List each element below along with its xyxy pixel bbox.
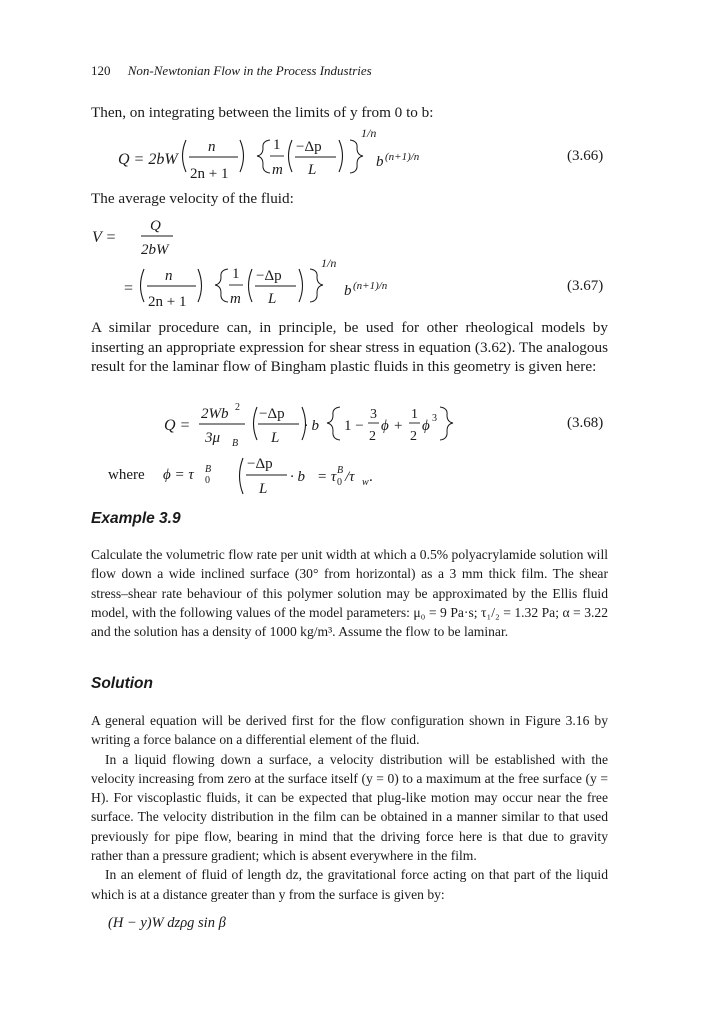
where-dot: . xyxy=(369,469,373,485)
eq368-sub: B xyxy=(232,438,239,449)
solution-heading: Solution xyxy=(91,675,153,692)
eq366-L: L xyxy=(308,162,317,178)
intro-text: Then, on integrating between the limits of y from 0 to b: xyxy=(91,104,434,121)
eq367-eq: = xyxy=(124,280,134,297)
eq366-n: n xyxy=(208,139,216,155)
example-heading: Example 3.9 xyxy=(91,510,181,527)
where-sup-b: B xyxy=(205,464,212,475)
solution-paragraph-3: In an element of fluid of length dz, the gravitational force acting on that part of the liquid which is at a distance greater than y from the surface is given by: xyxy=(91,867,608,902)
eq368-number: (3.68) xyxy=(567,415,604,431)
eq368-cube: 3 xyxy=(432,413,437,424)
eq367-m: m xyxy=(230,291,241,307)
eq367-L: L xyxy=(268,291,277,307)
eq368-two-b: 2 xyxy=(410,429,417,444)
where-sub-02: 0 xyxy=(337,477,342,488)
equation-3-66 xyxy=(0,118,701,190)
where-eq-tau: = τ xyxy=(317,469,337,485)
eq366-b: b xyxy=(376,154,384,170)
eq367-b: b xyxy=(344,283,352,299)
eq367-Q: Q xyxy=(150,218,161,234)
page-number: 120 xyxy=(91,63,111,78)
eq368-dotb: · b xyxy=(304,418,319,434)
eq367-2bW: 2bW xyxy=(141,242,169,258)
equation-v-definition xyxy=(0,212,701,262)
eq368-den: 3μ xyxy=(205,430,221,446)
eq368-phi: ϕ xyxy=(381,418,389,434)
eq366-lhs: Q = 2bW xyxy=(118,151,178,168)
eq368-num: 2Wb xyxy=(201,406,229,422)
eq368-two: 2 xyxy=(369,429,376,444)
solution-paragraph-1: A general equation will be derived first for the flow configuration shown in Figure 3.16 by writing a force balance on a differential element of the fluid. xyxy=(91,713,608,748)
eq366-exp: 1/n xyxy=(361,126,377,140)
running-header xyxy=(91,63,372,79)
eq368-lhs: Q = xyxy=(164,417,191,434)
where-dp: −Δp xyxy=(247,456,273,472)
eq368-sq: 2 xyxy=(235,402,240,413)
eq368-phi-b: ϕ xyxy=(422,418,430,434)
equation-3-67 xyxy=(0,256,701,316)
where-L: L xyxy=(259,481,268,497)
where-sub-w: w xyxy=(362,477,369,488)
where-tail: /τ xyxy=(345,469,355,485)
eq366-m: m xyxy=(272,162,283,178)
similar-procedure-text: A similar procedure can, in principle, be used for other rheological models by inserting an appropriate expression for shear stress in equation (3.62). The analogous result for the laminar flow of Bingham plastic fluids in this geometry is given here: xyxy=(91,319,608,376)
eq367-number: (3.67) xyxy=(567,278,604,294)
eq367-exp: 1/n xyxy=(321,256,337,270)
where-dotb: · b xyxy=(290,469,305,485)
eq367-n: n xyxy=(165,268,173,284)
where-phi-eq: ϕ = τ xyxy=(163,467,194,483)
eq368-one-minus: 1 − xyxy=(344,418,364,434)
eq368-dp: −Δp xyxy=(259,406,285,422)
eq366-den: 2n + 1 xyxy=(190,166,229,182)
avg-velocity-text: The average velocity of the fluid: xyxy=(91,190,294,207)
solution-paragraph-2: In a liquid flowing down a surface, a velocity distribution will be established with the velocity increasing from zero at the surface itself (y = 0) to a maximum at the free surface (y = H). For viscoplastic fluids, it can be expected that plug-like motion may occur near the free surface. The velocity distribution in the film can be obtained in a manner similar to that used previously for pipe flow, bearing in mind that the driving force here is that due to gravity rather than a pressure gradient; which is absent everywhere in the film. xyxy=(91,751,608,864)
eq368-three: 3 xyxy=(370,407,377,422)
example-text: Calculate the volumetric flow rate per unit width at which a 0.5% polyacrylamide solution will flow down a wide inclined surface (30° from horizontal) as a 3 mm thick film. The shear stress–shear rate behaviour of this polymer solution may be approximated by the Ellis fluid model, with the following values of the model parameters: μ₀ = 9 Pa·s; τ₁/₂ = 1.32 Pa; α = 3.22 and the solution has a density of 1000 kg/m³. Assume the flow to be laminar. xyxy=(91,547,608,640)
eq367-one: 1 xyxy=(232,266,240,282)
eq368-L: L xyxy=(271,430,280,446)
final-expression: (H − y)W dzρg sin β xyxy=(108,915,226,931)
eq366-bexp: (n+1)/n xyxy=(385,151,420,163)
eq366-number: (3.66) xyxy=(567,148,604,164)
eq367-dp: −Δp xyxy=(256,268,282,284)
eq367-v-lhs: V = xyxy=(92,229,117,246)
eq366-dp: −Δp xyxy=(296,139,322,155)
where-sub-0: 0 xyxy=(205,475,210,486)
running-title: Non-Newtonian Flow in the Process Industries xyxy=(127,63,372,78)
eq367-bexp: (n+1)/n xyxy=(353,280,388,292)
eq366-one: 1 xyxy=(273,137,281,153)
solution-body xyxy=(91,711,608,904)
eq367-den: 2n + 1 xyxy=(148,294,187,310)
where-sup-b2: B xyxy=(337,465,344,476)
equation-phi-definition xyxy=(0,446,701,502)
eq368-one: 1 xyxy=(411,407,418,422)
eq368-plus: + xyxy=(394,418,403,434)
where-word: where xyxy=(108,467,145,483)
